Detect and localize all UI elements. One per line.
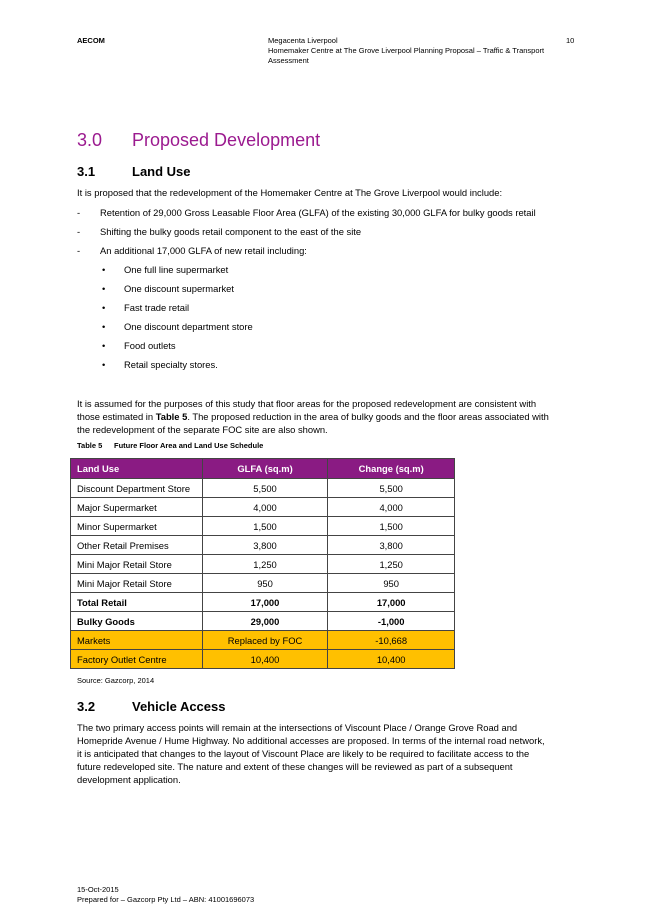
table-row	[71, 498, 455, 517]
bullet-marker: •	[102, 359, 106, 370]
table-cell: 5,500	[328, 479, 455, 498]
bullet-marker: •	[102, 321, 106, 332]
dash-marker: -	[77, 207, 81, 218]
dash-marker: -	[77, 245, 81, 256]
table-cell: 1,250	[328, 555, 455, 574]
table-cell: 17,000	[202, 593, 328, 612]
table-cell: 3,800	[202, 536, 328, 555]
document-title-block	[268, 36, 558, 66]
table-source: Source: Gazcorp, 2014	[77, 676, 155, 685]
table-cell: Factory Outlet Centre	[71, 650, 203, 669]
bullet-item: One discount department store	[124, 321, 253, 332]
bullet-marker: •	[102, 340, 106, 351]
paragraph-line: Homepride Avenue / Hume Highway. No additional accesses are proposed. In terms of the internal road network,	[77, 735, 545, 746]
paragraph-line: development application.	[77, 774, 181, 785]
table-cell: Discount Department Store	[71, 479, 203, 498]
table-row-total	[71, 612, 455, 631]
table-caption-text: Future Floor Area and Land Use Schedule	[114, 441, 264, 450]
header-line-1: Megacenta Liverpool	[268, 36, 338, 45]
paragraph-line: It is assumed for the purposes of this study that floor areas for the proposed redevelopment are consistent with	[77, 398, 537, 409]
bullet-item: Retail specialty stores.	[124, 359, 218, 370]
table-row	[71, 479, 455, 498]
text-run: . The proposed reduction in the area of bulky goods and the floor areas associated with	[187, 411, 549, 422]
table-cell: 4,000	[328, 498, 455, 517]
table-cell: 3,800	[328, 536, 455, 555]
table-cell: 1,500	[328, 517, 455, 536]
section-number: 3.0	[77, 130, 103, 150]
table-row-total	[71, 593, 455, 612]
table-cell: 4,000	[202, 498, 328, 517]
table-reference: Table 5	[155, 411, 188, 422]
paragraph-line: the redevelopment of the separate FOC site are also shown.	[77, 424, 328, 435]
table-cell: 17,000	[328, 593, 455, 612]
dash-item: An additional 17,000 GLFA of new retail including:	[100, 245, 307, 256]
table-cell: Markets	[71, 631, 203, 650]
table-cell: Total Retail	[71, 593, 203, 612]
table-row-highlighted	[71, 650, 455, 669]
floor-area-table	[70, 458, 455, 669]
text-run: those estimated in	[77, 411, 156, 422]
intro-paragraph: It is proposed that the redevelopment of the Homemaker Centre at The Grove Liverpool would include:	[77, 187, 503, 198]
table-row	[71, 517, 455, 536]
table-cell: 29,000	[202, 612, 328, 631]
table-cell: 10,400	[202, 650, 328, 669]
paragraph-line: future redeveloped site. The nature and extent of these changes will be reviewed as part of a subsequent	[77, 761, 513, 772]
page-number: 10	[566, 36, 575, 45]
bullet-item: One discount supermarket	[124, 283, 234, 294]
table-cell: 5,500	[202, 479, 328, 498]
table-row	[71, 574, 455, 593]
table-cell: 10,400	[328, 650, 455, 669]
bullet-marker: •	[102, 302, 106, 313]
table-cell: Replaced by FOC	[202, 631, 328, 650]
table-cell: -10,668	[328, 631, 455, 650]
column-header: Land Use	[71, 459, 203, 479]
table-cell: Minor Supermarket	[71, 517, 203, 536]
table-cell: 950	[328, 574, 455, 593]
company-name: AECOM	[77, 36, 105, 45]
footer	[77, 885, 254, 905]
header-line-2: Homemaker Centre at The Grove Liverpool Planning Proposal – Traffic & Transport	[268, 46, 545, 55]
table-header-row	[71, 459, 455, 479]
paragraph-line: it is anticipated that changes to the layout of Viscount Place are likely to be required to facilitate access to the	[77, 748, 530, 759]
header-line-3: Assessment	[268, 56, 309, 65]
paragraph-line	[77, 410, 587, 423]
table-row-highlighted	[71, 631, 455, 650]
footer-date: 15-Oct-2015	[77, 885, 119, 894]
table-intro-paragraph	[77, 397, 587, 436]
table-cell: 1,500	[202, 517, 328, 536]
subsection-number: 3.1	[77, 164, 96, 179]
table-cell: -1,000	[328, 612, 455, 631]
dash-marker: -	[77, 226, 81, 237]
subsection-title: Land Use	[132, 164, 191, 179]
dash-item: Shifting the bulky goods retail component to the east of the site	[100, 226, 362, 237]
table-row	[71, 555, 455, 574]
table-cell: Bulky Goods	[71, 612, 203, 631]
bullet-marker: •	[102, 264, 106, 275]
table-caption-label: Table 5	[77, 441, 103, 450]
column-header: GLFA (sq.m)	[202, 459, 328, 479]
table-cell: 1,250	[202, 555, 328, 574]
vehicle-access-paragraph	[77, 721, 597, 786]
bullet-item: One full line supermarket	[124, 264, 229, 275]
table-row	[71, 536, 455, 555]
table-cell: Other Retail Premises	[71, 536, 203, 555]
bullet-marker: •	[102, 283, 106, 294]
footer-prepared-for: Prepared for – Gazcorp Pty Ltd – ABN: 41001696073	[77, 895, 255, 904]
table-cell: Mini Major Retail Store	[71, 555, 203, 574]
bullet-item: Food outlets	[124, 340, 176, 351]
table-cell: 950	[202, 574, 328, 593]
bullet-item: Fast trade retail	[124, 302, 190, 313]
section-title: Proposed Development	[132, 130, 321, 150]
table-cell: Major Supermarket	[71, 498, 203, 517]
table-cell: Mini Major Retail Store	[71, 574, 203, 593]
column-header: Change (sq.m)	[328, 459, 455, 479]
paragraph-line: The two primary access points will remain at the intersections of Viscount Place / Orange Grove Road and	[77, 722, 518, 733]
subsection-title: Vehicle Access	[132, 699, 226, 714]
subsection-number: 3.2	[77, 699, 96, 714]
dash-item: Retention of 29,000 Gross Leasable Floor Area (GLFA) of the existing 30,000 GLFA for bulky goods retail	[100, 207, 536, 218]
